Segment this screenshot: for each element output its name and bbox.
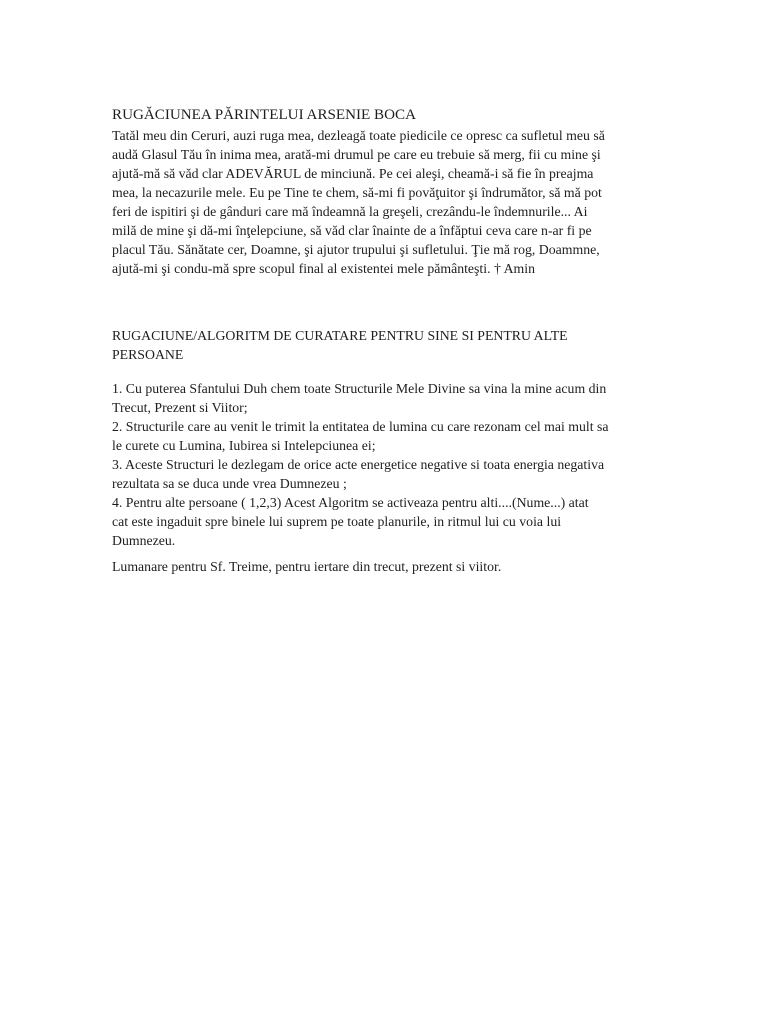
prayer-paragraph (112, 126, 664, 278)
text-line: 4. Pentru alte persoane ( 1,2,3) Acest Algoritm se activeaza pentru alti....(Nume...) atat (112, 495, 589, 510)
text-line: RUGACIUNE/ALGORITM DE CURATARE PENTRU SINE SI PENTRU ALTE (112, 328, 568, 343)
text-line: rezultata sa se duca unde vrea Dumnezeu ; (112, 476, 347, 491)
text-line: milă de mine şi dă-mi înţelepciune, să văd clar înainte de a înfăptui ceva care n-ar fi pe (112, 223, 592, 238)
text-line: le curete cu Lumina, Iubirea si Intelepciunea ei; (112, 438, 376, 453)
text-line: ajută-mă să văd clar ADEVĂRUL de minciună. Pe cei aleşi, cheamă-i să fie în preajma (112, 166, 594, 181)
text-line: Trecut, Prezent si Viitor; (112, 400, 248, 415)
prayer-title: RUGĂCIUNEA PĂRINTELUI ARSENIE BOCA (112, 107, 416, 123)
text-line: Dumnezeu. (112, 533, 176, 548)
text-line: feri de ispitiri şi de gânduri care mă îndeamnă la greşeli, crezându-le îndemnurile... Ai (112, 204, 588, 219)
algorithm-heading (112, 326, 664, 364)
candle-note: Lumanare pentru Sf. Treime, pentru iertare din trecut, prezent si viitor. (112, 559, 502, 574)
text-line: PERSOANE (112, 347, 184, 362)
text-line: Tatăl meu din Ceruri, auzi ruga mea, dezleagă toate piedicile ce opresc ca sufletul meu să (112, 128, 605, 143)
text-line: 1. Cu puterea Sfantului Duh chem toate Structurile Mele Divine sa vina la mine acum din (112, 381, 607, 396)
algorithm-steps (112, 379, 664, 550)
text-line: 2. Structurile care au venit le trimit la entitatea de lumina cu care rezonam cel mai mult sa (112, 419, 609, 434)
text-line: placul Tău. Sănătate cer, Doamne, şi ajutor trupului şi sufletului. Ţie mă rog, Doammne, (112, 242, 600, 257)
text-line: mea, la necazurile mele. Eu pe Tine te chem, să-mi fi povăţuitor şi îndrumător, să mă pot (112, 185, 602, 200)
text-line: audă Glasul Tău în inima mea, arată-mi drumul pe care eu trebuie să merg, fii cu mine şi (112, 147, 601, 162)
text-line: 3. Aceste Structuri le dezlegam de orice acte energetice negative si toata energia negativa (112, 457, 605, 472)
text-line: cat este ingaduit spre binele lui suprem pe toate planurile, in ritmul lui cu voia lui (112, 514, 562, 529)
text-line: ajută-mi şi condu-mă spre scopul final al existentei mele pământeşti. † Amin (112, 261, 535, 276)
